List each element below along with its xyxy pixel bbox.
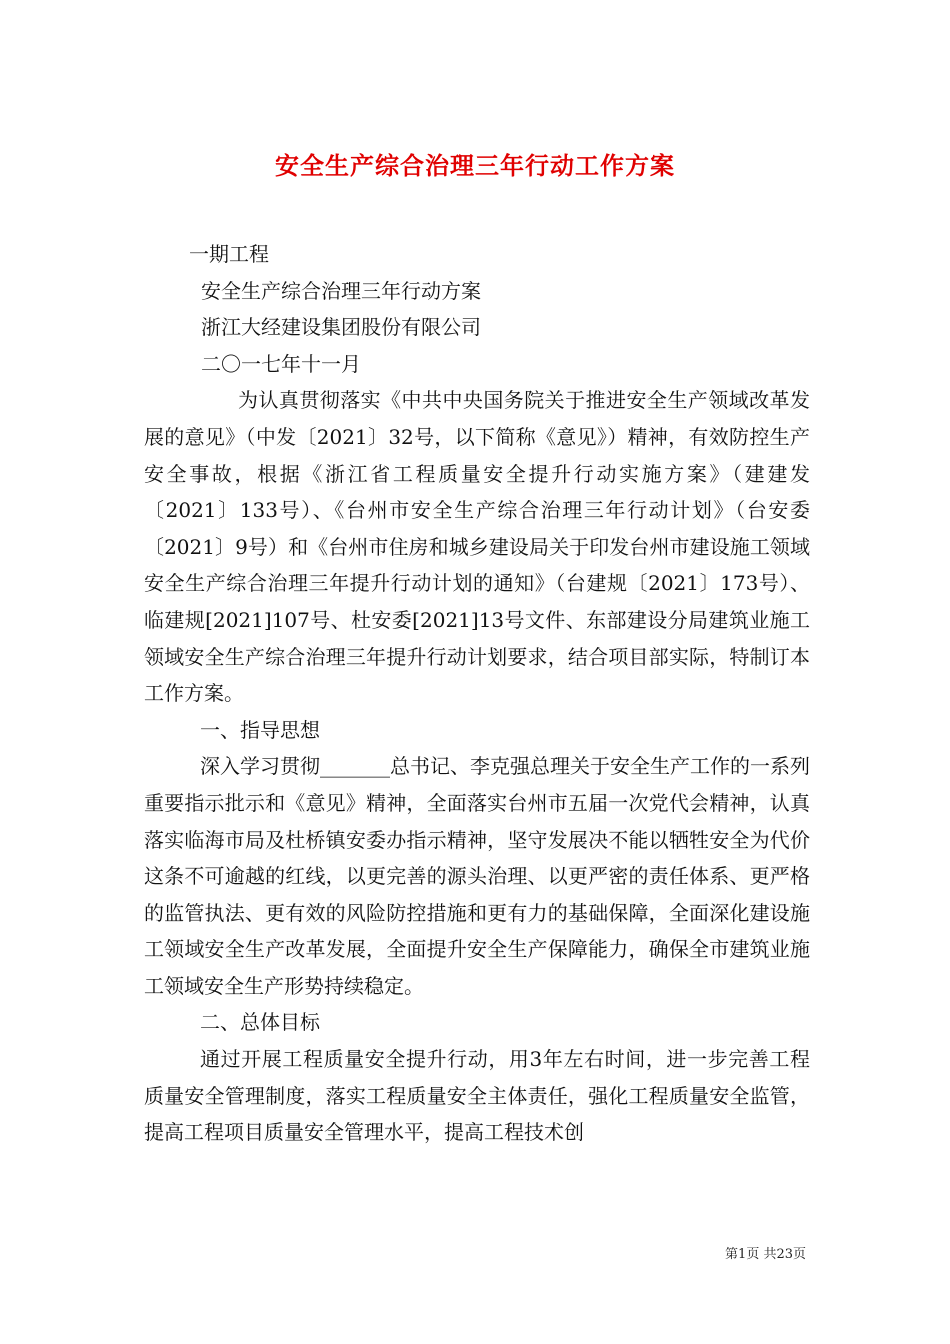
- page-number: 第1页 共23页: [725, 1247, 806, 1262]
- section-heading-overall-goal: 二、总体目标: [200, 1010, 320, 1035]
- section-heading-guiding-ideology: 一、指导思想: [200, 717, 320, 742]
- intro-paragraph: 为认真贯彻落实《中共中央国务院关于推进安全生产领域改革发展的意见》（中发〔2021〕32号，以下简称《意见》）精神，有效防控生产安全事故，根据《浙江省工程质量安全提升行动实施方案》（建建发〔2021〕133号）、《台州市安全生产综合治理三年行动计划》（台安委〔2021〕9号）和《台州市住房和城乡建设局关于印发台州市建设施工领域安全生产综合治理三年提升行动计划的通知》（台建规〔2021〕173号）、临建规[2021]107号、杜安委[2021]13号文件、东部建设分局建筑业施工领域安全生产综合治理三年提升行动计划要求，结合项目部实际，特制订本工作方案。: [144, 388, 810, 706]
- overall-goal-paragraph: 通过开展工程质量安全提升行动，用3年左右时间，进一步完善工程质量安全管理制度，落实工程质量安全主体责任，强化工程质量安全监管，提高工程项目质量安全管理水平，提高工程技术创: [144, 1047, 810, 1145]
- company-name: 浙江大经建设集团股份有限公司: [201, 315, 481, 340]
- document-date: 二〇一七年十一月: [201, 351, 361, 376]
- plan-name: 安全生产综合治理三年行动方案: [201, 278, 481, 303]
- document-body: [144, 236, 810, 1151]
- project-name: 一期工程: [189, 242, 269, 266]
- page-title: 安全生产综合治理三年行动工作方案: [275, 151, 675, 181]
- guiding-ideology-paragraph: 深入学习贯彻_______总书记、李克强总理关于安全生产工作的一系列重要指示批示和《意见》精神，全面落实台州市五届一次党代会精神，认真落实临海市局及杜桥镇安委办指示精神，坚守发展决不能以牺牲安全为代价这条不可逾越的红线，以更完善的源头治理、以更严密的责任体系、更严格的监管执法、更有效的风险防控措施和更有力的基础保障，全面深化建设施工领域安全生产改革发展，全面提升安全生产保障能力，确保全市建筑业施工领域安全生产形势持续稳定。: [144, 754, 810, 998]
